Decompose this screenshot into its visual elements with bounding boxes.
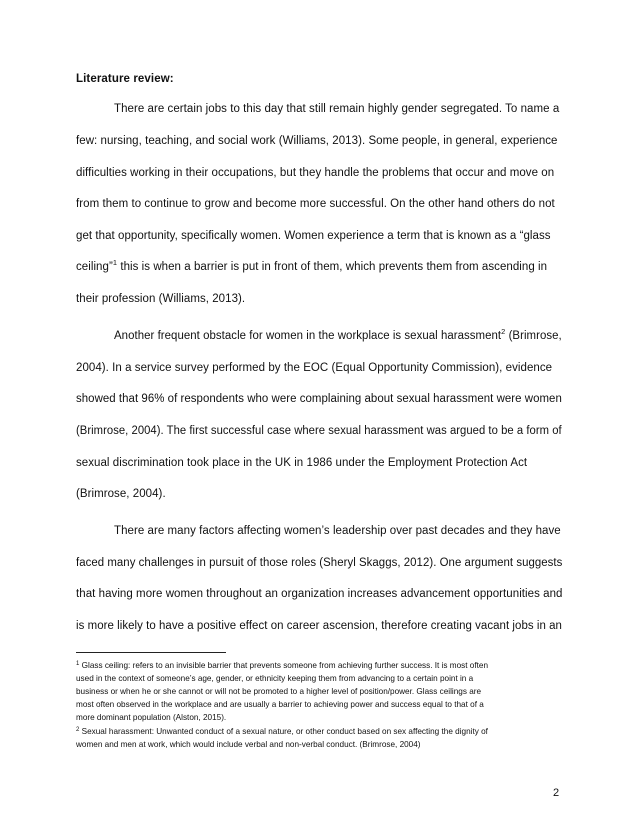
line-text-after: (Brimrose, — [505, 330, 562, 342]
paragraph-1-line-4: from them to continue to grow and become more successful. On the other hand others do not — [76, 198, 555, 210]
paragraph-2-line-4: (Brimrose, 2004). The first successful case where sexual harassment was argued to be a form of — [76, 425, 562, 437]
paragraph-3-line-3: that having more women throughout an organization increases advancement opportunities and — [76, 588, 563, 600]
line-text-after: this is when a barrier is put in front of them, which prevents them from ascending in — [117, 261, 548, 273]
paragraph-1-line-3: difficulties working in their occupations, but they handle the problems that occur and move on — [76, 167, 555, 179]
footnote-2-line-1 — [76, 726, 566, 737]
line-text: ceiling” — [76, 261, 113, 273]
page-number: 2 — [553, 787, 560, 799]
footnote-ref-2[interactable]: 2 — [501, 327, 506, 336]
footnote-1-line-1 — [76, 660, 566, 671]
paragraph-1-line-5: get that opportunity, specifically women. Women experience a term that is known as a “glass — [76, 230, 551, 242]
footnote-text: Glass ceiling: refers to an invisible barrier that prevents someone from achieving further success. It is most often — [81, 661, 488, 670]
footnote-1-line-5: more dominant population (Alston, 2015). — [76, 713, 227, 722]
footnote-1-line-3: business or when he or she cannot or will not be promoted to a higher level of position/power. Glass ceilings are — [76, 687, 482, 696]
footnote-1-line-2: used in the context of someone’s age, gender, or ethnicity keeping them from advancing to a certain point in a — [76, 674, 474, 683]
footnote-1-number: 1 — [76, 661, 80, 667]
section-heading: Literature review: — [76, 73, 174, 85]
paragraph-1-line-6 — [76, 260, 562, 274]
paragraph-2-line-5: sexual discrimination took place in the UK in 1986 under the Employment Protection Act — [76, 457, 528, 469]
footnote-text: Sexual harassment: Unwanted conduct of a sexual nature, or other conduct based on sex affecting the dignity of — [81, 727, 488, 736]
paragraph-2-line-6: (Brimrose, 2004). — [76, 488, 166, 500]
line-text: Another frequent obstacle for women in the workplace is sexual harassment — [114, 330, 502, 342]
paragraph-1-line-2: few: nursing, teaching, and social work (Williams, 2013). Some people, in general, experience — [76, 135, 558, 147]
paragraph-2-line-3: showed that 96% of respondents who were complaining about sexual harassment were women — [76, 393, 562, 405]
paragraph-1-line-1: There are certain jobs to this day that still remain highly gender segregated. To name a — [114, 103, 560, 115]
paragraph-2-line-1 — [114, 327, 562, 343]
footnote-2-line-2: women and men at work, which would include verbal and non-verbal conduct. (Brimrose, 2004) — [76, 740, 421, 749]
footnote-1-line-4: most often observed in the workplace and are usually a barrier to achieving power and success equal to that of a — [76, 700, 484, 709]
paragraph-3-line-2: faced many challenges in pursuit of those roles (Sheryl Skaggs, 2012). One argument suggests — [76, 557, 563, 569]
footnote-ref-1[interactable]: 1 — [112, 258, 118, 267]
footnote-2-number: 2 — [76, 727, 80, 733]
paragraph-2-line-2: 2004). In a service survey performed by the EOC (Equal Opportunity Commission), evidence — [76, 362, 553, 374]
paragraph-3-line-1: There are many factors affecting women’s leadership over past decades and they have — [114, 525, 561, 537]
paragraph-1-line-7: their profession (Williams, 2013). — [76, 293, 246, 305]
footnote-separator — [76, 652, 226, 653]
paragraph-3-line-4: is more likely to have a positive effect on career ascension, therefore creating vacant jobs in an — [76, 620, 562, 632]
